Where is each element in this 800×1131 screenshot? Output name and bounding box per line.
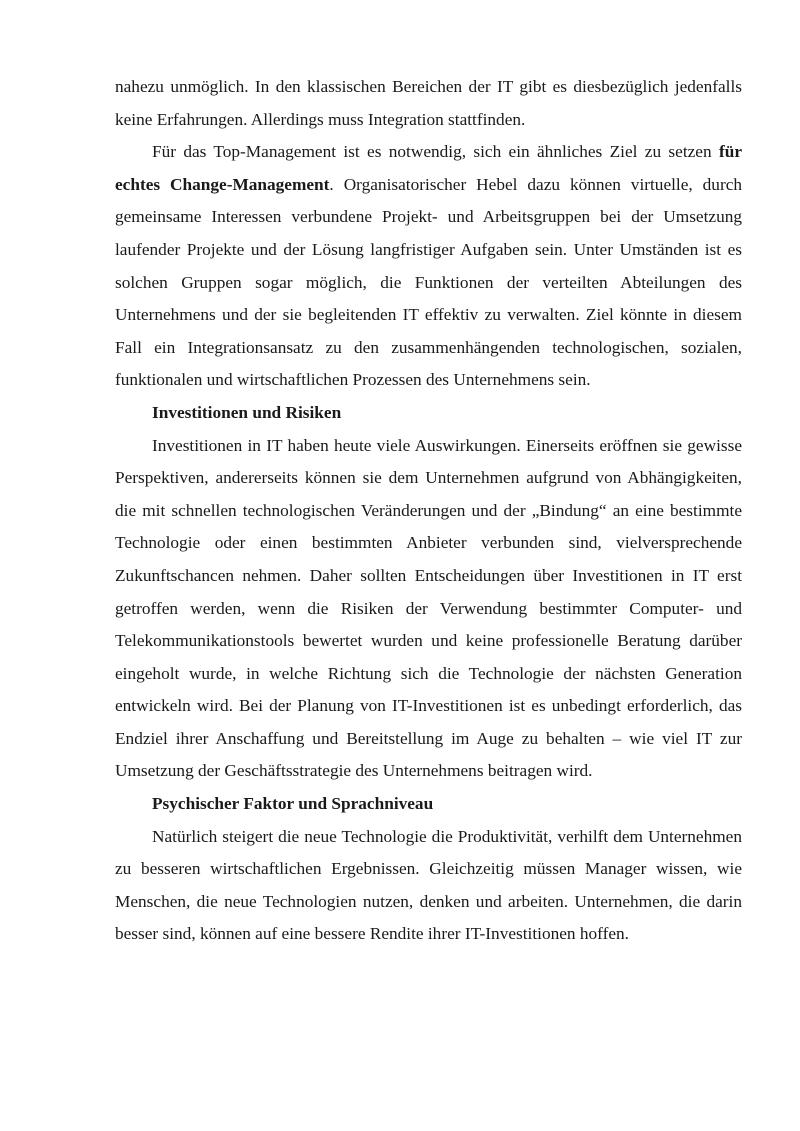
section-heading-investments: Investitionen und Risiken [152, 402, 342, 422]
paragraph-continuation: nahezu unmöglich. In den klassischen Bereichen der IT gibt es diesbezüglich jedenfalls keine Erfahrungen. Allerdings muss Integration stattfinden. [115, 77, 742, 129]
section-heading-psychological-factor: Psychischer Faktor und Sprachniveau [152, 794, 434, 814]
paragraph-productivity: Natürlich steigert die neue Technologie die Produktivität, verhilft dem Unternehmen zu besseren wirtschaftlichen Ergebnissen. Gleichzeitig müssen Manager wissen, wie Menschen, die neue Technologien nutzen, denken und arbeiten. Unternehmen, die darin besser sind, können auf eine bessere Rendite ihrer IT-Investitionen hoffen. [115, 826, 742, 944]
paragraph-text: Für das Top-Management ist es notwendig, sich ein ähnliches Ziel zu setzen [152, 142, 719, 162]
paragraph-text: . Organisatorischer Hebel dazu können virtuelle, durch gemeinsame Interessen verbundene Projekt- und Arbeitsgruppen bei der Umsetzung laufender Projekte und der Lösung langfristiger Aufgaben sein. Unter Umständen ist es solchen Gruppen sogar möglich, die Funktionen der verteilten Abteilungen des Unternehmens und der sie begleitenden IT effektiv zu verwalten. Ziel könnte in diesem Fall ein Integrationsansatz zu den zusammenhängenden technologischen, sozialen, funktionalen und wirtschaftlichen Prozessen des Unternehmens sein. [115, 174, 743, 390]
paragraph-investments: Investitionen in IT haben heute viele Auswirkungen. Einerseits eröffnen sie gewisse Perspektiven, andererseits können sie dem Unternehmen aufgrund von Abhängigkeiten, die mit schnellen technologischen Veränderungen und der „Bindung“ an eine bestimmte Technologie oder einen bestimmten Anbieter verbunden sind, vielversprechende Zukunftschancen nehmen. Daher sollten Entscheidungen über Investitionen in IT erst getroffen werden, wenn die Risiken der Verwendung bestimmter Computer- und Telekommunikationstools bewertet wurden und keine professionelle Beratung darüber eingeholt wurde, in welche Richtung sich die Technologie der nächsten Generation entwickeln wird. Bei der Planung von IT-Investitionen ist es unbedingt erforderlich, das Endziel ihrer Anschaffung und Bereitstellung im Auge zu behalten – wie viel IT zur Umsetzung der Geschäftsstrategie des Unternehmens beitragen wird. [115, 435, 742, 781]
bold-phrase: für echtes Change-Management [115, 142, 742, 194]
paragraph-change-management [115, 136, 742, 397]
document-page [115, 71, 742, 951]
